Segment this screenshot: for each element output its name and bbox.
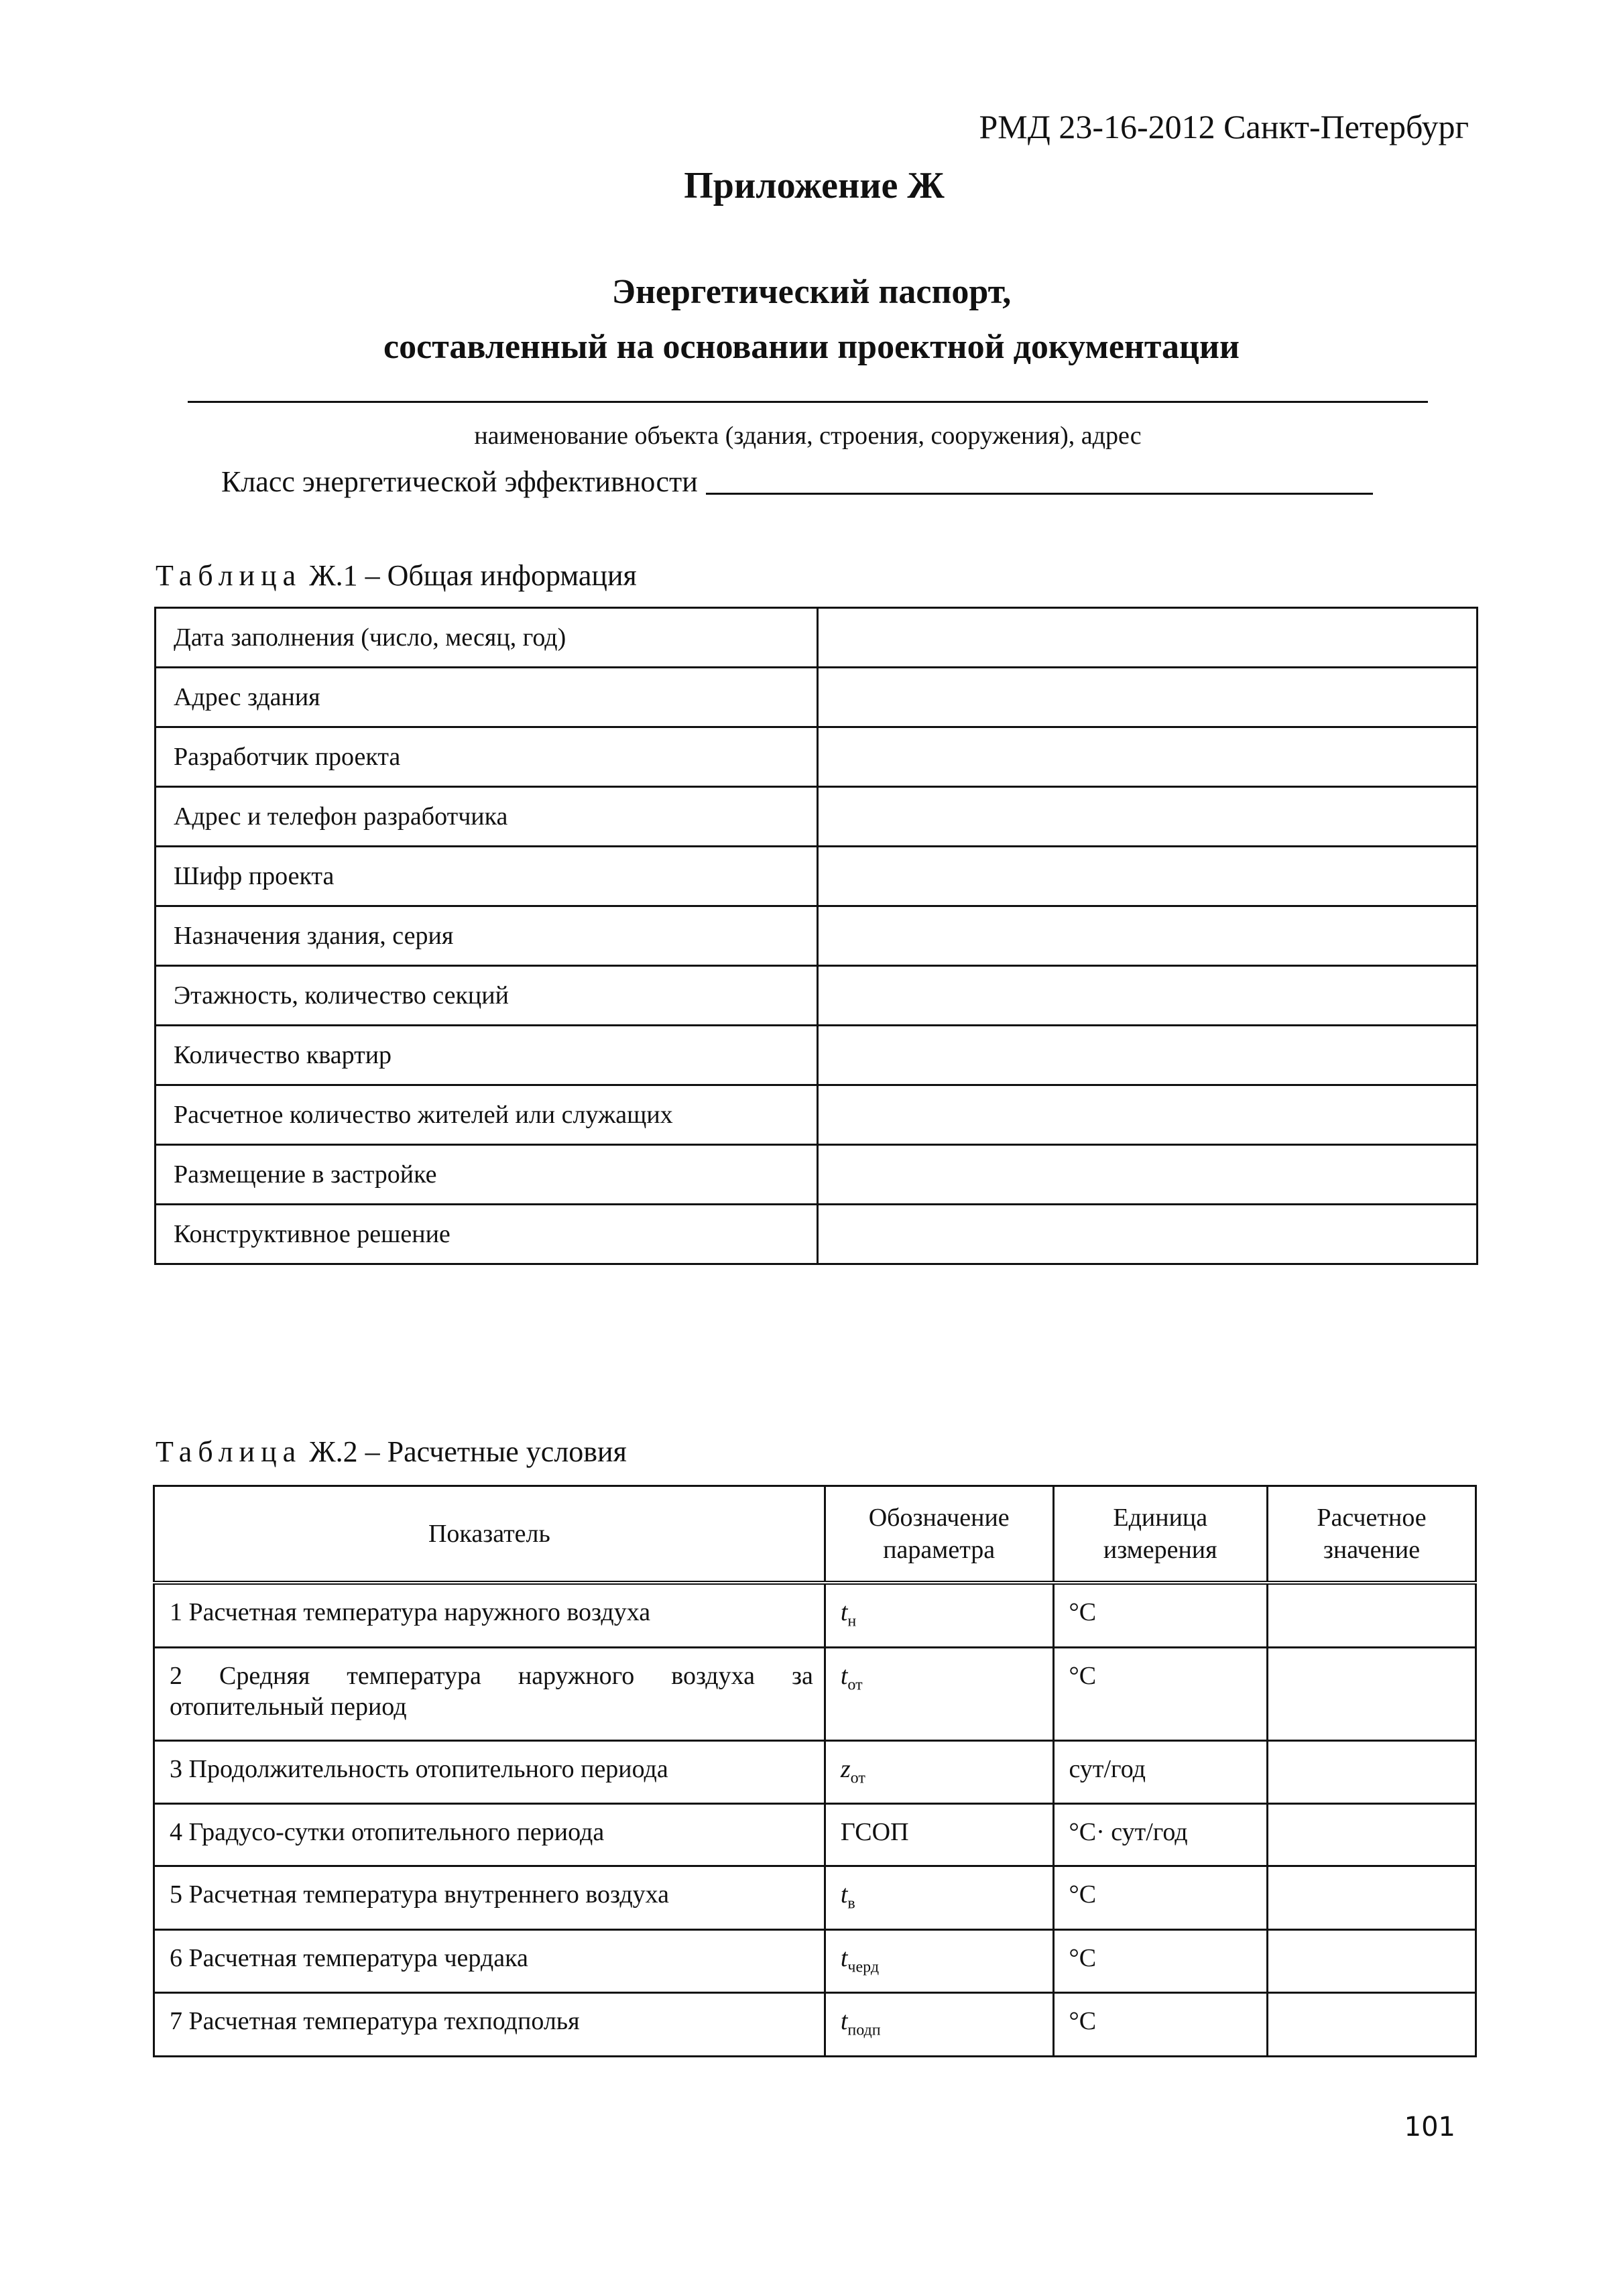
symbol-subscript: н [847, 1612, 857, 1630]
row-value-cell[interactable] [817, 906, 1477, 966]
general-info-table [154, 607, 1478, 1265]
table-row [154, 1804, 1476, 1866]
unit-cell: °С [1053, 1929, 1267, 1993]
row-label: Конструктивное решение [156, 1205, 818, 1264]
row-value-cell[interactable] [817, 668, 1477, 727]
header-indicator: Показатель [154, 1486, 825, 1583]
table1-caption [156, 558, 637, 593]
value-cell[interactable] [1267, 1740, 1476, 1804]
unit-cell: °С [1053, 1866, 1267, 1930]
table-header-row [154, 1486, 1476, 1583]
row-value-cell[interactable] [817, 787, 1477, 847]
symbol-subscript: от [847, 1676, 863, 1694]
row-label: Расчетное количество жителей или служащих [156, 1085, 818, 1145]
symbol-main: t [840, 1598, 848, 1626]
table-row [156, 1085, 1478, 1145]
row-label: Назначения здания, серия [156, 906, 818, 966]
row-label: Размещение в застройке [156, 1145, 818, 1205]
value-cell[interactable] [1267, 1647, 1476, 1740]
indicator-cell: 4 Градусо-сутки отопительного периода [154, 1804, 825, 1866]
symbol-subscript: от [850, 1769, 865, 1787]
table-row [156, 966, 1478, 1026]
document-reference: РМД 23-16-2012 Санкт-Петербург [979, 108, 1469, 145]
passport-title [0, 265, 1623, 375]
symbol-subscript: черд [847, 1958, 880, 1976]
table-row [156, 847, 1478, 906]
header-symbol-line-1: Обозначение [868, 1504, 1010, 1532]
table-row [154, 1647, 1476, 1740]
row-value-cell[interactable] [817, 608, 1477, 668]
value-cell[interactable] [1267, 1804, 1476, 1866]
row-label: Разработчик проекта [156, 727, 818, 787]
efficiency-class-blank [706, 493, 1373, 495]
symbol-cell [825, 1647, 1053, 1740]
row-value-cell[interactable] [817, 1145, 1477, 1205]
header-value-line-1: Расчетное [1317, 1504, 1427, 1532]
table-row [156, 906, 1478, 966]
value-cell[interactable] [1267, 1929, 1476, 1993]
table-row [154, 1740, 1476, 1804]
symbol-main: t [840, 1661, 848, 1690]
unit-cell: °С· сут/год [1053, 1804, 1267, 1866]
object-name-caption: наименование объекта (здания, строения, сооружения), адрес [474, 422, 1142, 450]
appendix-title-text: Приложение Ж [684, 165, 945, 206]
row-value-cell[interactable] [817, 1205, 1477, 1264]
row-value-cell[interactable] [817, 1026, 1477, 1085]
design-conditions-table [153, 1485, 1477, 2057]
symbol-main: t [840, 1943, 848, 1972]
value-cell[interactable] [1267, 1866, 1476, 1930]
row-value-cell[interactable] [817, 1085, 1477, 1145]
indicator-cell: 3 Продолжительность отопительного периода [154, 1740, 825, 1804]
unit-cell: °С [1053, 1993, 1267, 2057]
table-row [156, 1145, 1478, 1205]
symbol-cell [825, 1583, 1053, 1647]
symbol-cell [825, 1993, 1053, 2057]
row-label: Адрес здания [156, 668, 818, 727]
table2-caption-rest: Ж.2 – Расчетные условия [309, 1435, 627, 1468]
row-value-cell[interactable] [817, 847, 1477, 906]
indicator-cell: 6 Расчетная температура чердака [154, 1929, 825, 1993]
symbol-cell [825, 1929, 1053, 1993]
row-label: Шифр проекта [156, 847, 818, 906]
table-row [156, 787, 1478, 847]
header-value [1267, 1486, 1476, 1583]
passport-title-line-2: составленный на основании проектной документации [383, 328, 1240, 366]
table-row [156, 727, 1478, 787]
table1-caption-prefix: Таблица [156, 559, 302, 592]
symbol-main: t [840, 2007, 848, 2036]
efficiency-class-row [221, 465, 1373, 499]
symbol-main: t [840, 1880, 848, 1909]
symbol-subscript: подп [847, 2021, 881, 2039]
symbol-main: ГСОП [840, 1818, 909, 1847]
header-unit-line-1: Единица [1113, 1504, 1208, 1532]
symbol-subscript: в [847, 1894, 855, 1913]
unit-cell: °С [1053, 1583, 1267, 1647]
table-row [154, 1993, 1476, 2057]
indicator-cell: 1 Расчетная температура наружного воздуха [154, 1583, 825, 1647]
table-row [156, 1205, 1478, 1264]
row-label: Адрес и телефон разработчика [156, 787, 818, 847]
object-name-blank-line [188, 401, 1428, 403]
passport-title-line-1: Энергетический паспорт, [611, 273, 1012, 311]
unit-cell: сут/год [1053, 1740, 1267, 1804]
table-row [154, 1866, 1476, 1930]
table2-caption [156, 1435, 627, 1469]
unit-cell: °С [1053, 1647, 1267, 1740]
row-label: Количество квартир [156, 1026, 818, 1085]
appendix-title [0, 164, 1623, 207]
efficiency-class-label: Класс энергетической эффективности [221, 465, 698, 498]
table2-caption-prefix: Таблица [156, 1435, 302, 1468]
table-row [156, 668, 1478, 727]
indicator-cell: 7 Расчетная температура техподполья [154, 1993, 825, 2057]
page-number: 101 [1404, 2112, 1455, 2142]
header-value-line-2: значение [1323, 1536, 1421, 1564]
symbol-cell [825, 1866, 1053, 1930]
value-cell[interactable] [1267, 1993, 1476, 2057]
table-row [156, 608, 1478, 668]
table-row [154, 1583, 1476, 1647]
indicator-cell: 2 Средняя температура наружного воздуха за отопительный период [154, 1647, 825, 1740]
row-value-cell[interactable] [817, 727, 1477, 787]
table-row [156, 1026, 1478, 1085]
row-label: Этажность, количество секций [156, 966, 818, 1026]
table-row [154, 1929, 1476, 1993]
indicator-cell: 5 Расчетная температура внутреннего воздуха [154, 1866, 825, 1930]
symbol-cell [825, 1740, 1053, 1804]
value-cell[interactable] [1267, 1583, 1476, 1647]
symbol-main: z [840, 1754, 851, 1783]
row-value-cell[interactable] [817, 966, 1477, 1026]
symbol-cell [825, 1804, 1053, 1866]
header-unit [1053, 1486, 1267, 1583]
header-unit-line-2: измерения [1103, 1536, 1217, 1564]
header-symbol-line-2: параметра [883, 1536, 996, 1564]
row-label: Дата заполнения (число, месяц, год) [156, 608, 818, 668]
header-symbol [825, 1486, 1053, 1583]
table1-caption-rest: Ж.1 – Общая информация [309, 559, 637, 592]
